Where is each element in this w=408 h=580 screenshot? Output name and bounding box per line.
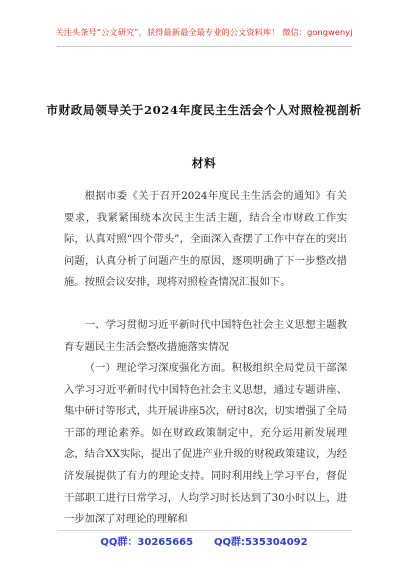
document-title: 市财政局领导关于2024年度民主生活会个人对照检视剖析 [46,103,362,117]
body-paragraph-heading [64,315,347,358]
paragraph-text: （一）理论学习深度强化方面。积极组织全局党员干部深入学习习近平新时代中国特色社会主义思想，通过专题讲座、集中研讨等形式，共开展讲座5次，研讨8次，切实增强了全局干部的理论素养。如在财政政策制定中，充分运用新发展理念，结合XX实际，提出了促进产业升级的财税政策建议，为经济发展提供了有力的理论支持。同时利用线上学习平台，督促干部职工进行日常学习，人均学习时长达到了30小时以上，进一步加深了对理论的理解和 [64,362,347,526]
header-divider [57,46,352,47]
footer-qq-group-1: QQ群：30265665 [100,537,194,548]
body-paragraph-intro [64,186,347,294]
footer-divider [57,530,352,531]
footer-qq-group-2: QQ群:535304092 [213,537,308,548]
paragraph-text: 一、学习贯彻习近平新时代中国特色社会主义思想主题教育专题民主生活会整改措施落实情况 [64,319,347,353]
body-paragraph-theory [64,358,347,531]
footer-contact [0,533,408,548]
paragraph-text: 根据市委《关于召开2024年度民主生活会的通知》有关要求，我紧紧围绕本次民主生活主题，结合全市财政工作实际，认真对照“四个带头”，全面深入查摆了工作中存在的突出问题，认真分析了问题产生的原因，逐项明确了下一步整改措施。按照会议安排，现将对照检查情况汇报如下。 [64,190,347,289]
header-banner: 关注头条号“公文研究”，获得最新最全最专业的公文资料库！ 微信：gongwenyj [55,27,353,37]
document-title-continuation: 材料 [191,156,217,170]
